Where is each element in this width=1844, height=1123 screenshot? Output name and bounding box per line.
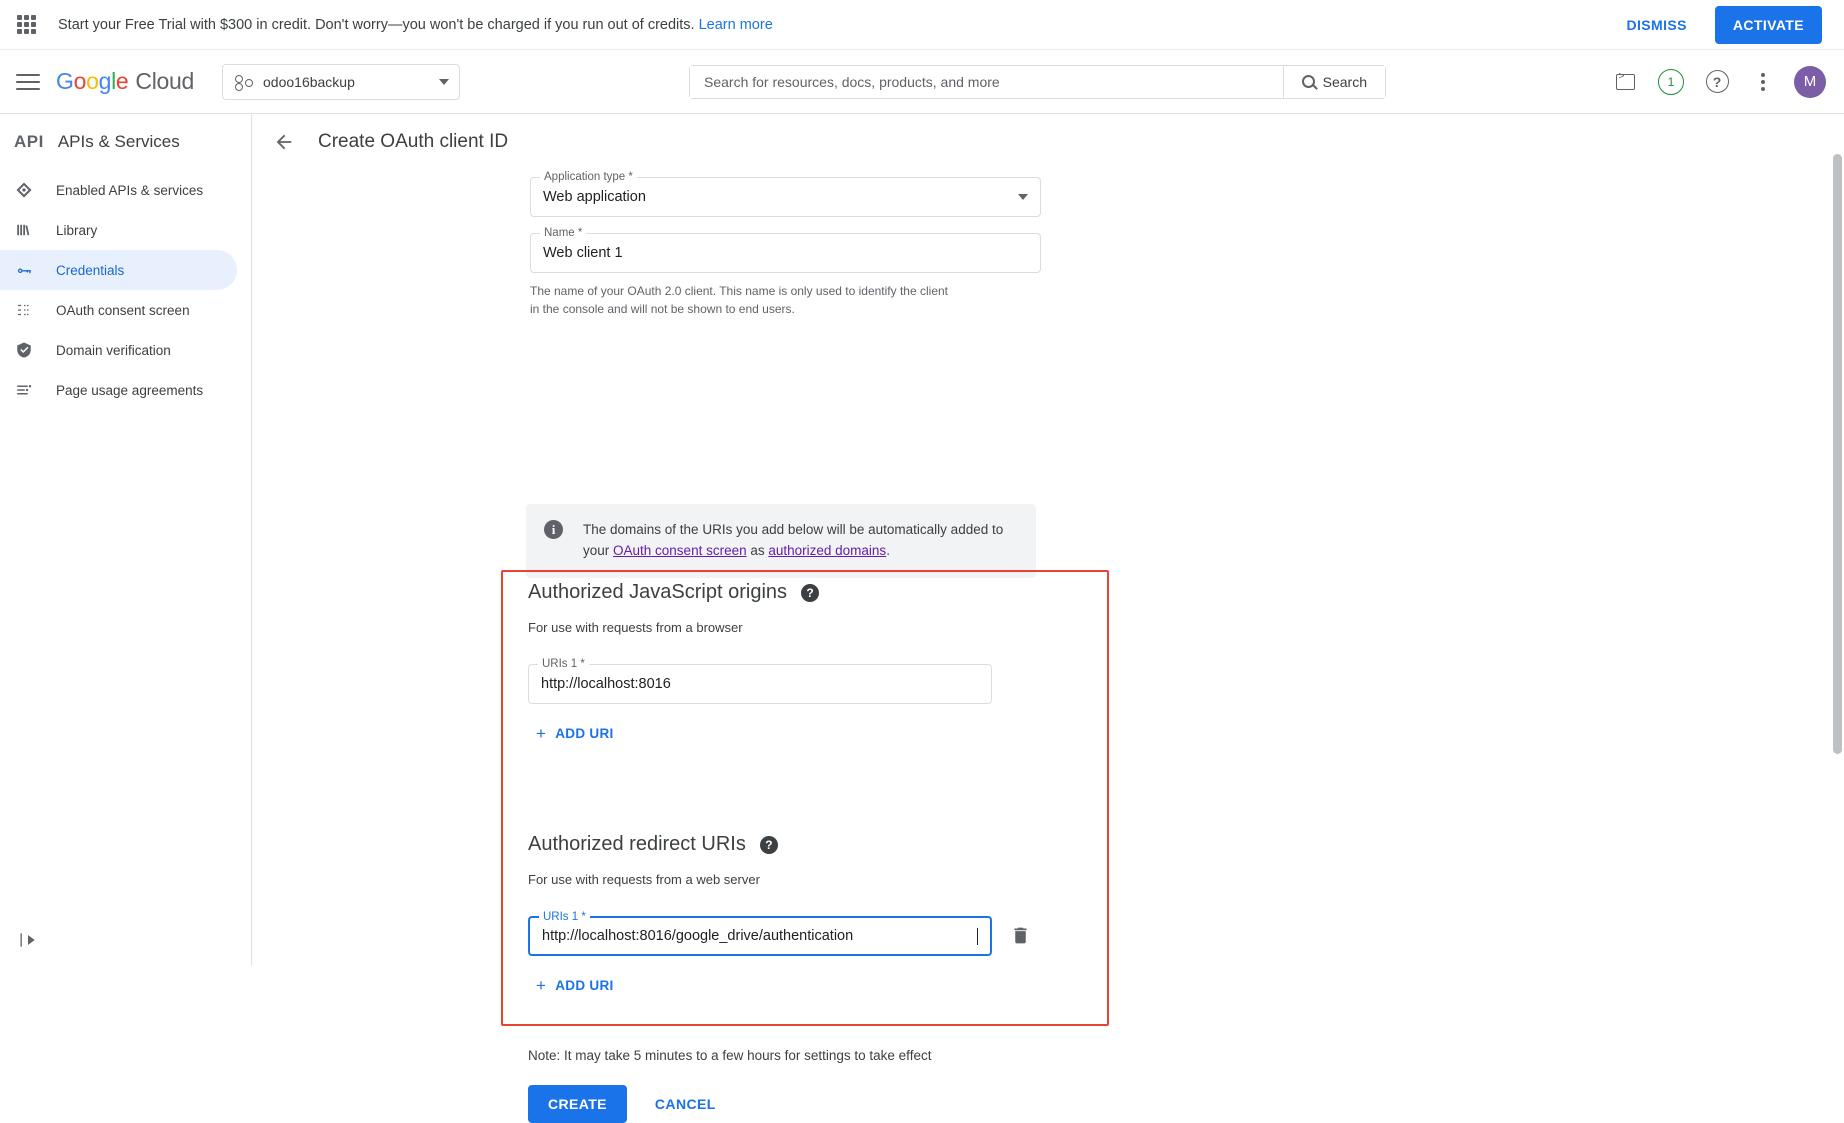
logo-letter-g2: g <box>98 68 112 94</box>
sidebar-item-oauth-consent-screen[interactable] <box>0 290 237 330</box>
sidebar-title: APIs & Services <box>57 132 180 151</box>
domains-info-box <box>526 504 1036 578</box>
info-text-before: The domains of the URIs you add below will be automatically added to your <box>583 522 1004 558</box>
sidebar-item-label: OAuth consent screen <box>56 302 190 318</box>
js-origins-add-uri-label: ADD URI <box>555 726 614 741</box>
trial-message-text: Start your Free Trial with $300 in credit. Don't worry—you won't be charged if you run out of credits. <box>58 16 695 33</box>
sidebar-item-label: Library <box>56 222 98 238</box>
plus-icon: + <box>536 976 547 995</box>
redirect-uris-add-uri-button[interactable] <box>526 968 624 1003</box>
js-origins-section-title <box>528 581 992 604</box>
create-button[interactable]: CREATE <box>528 1085 627 1123</box>
authorized-domains-link[interactable]: authorized domains <box>768 542 887 558</box>
redirect-uris-add-uri-label: ADD URI <box>555 978 614 993</box>
scrollbar-track[interactable] <box>1831 114 1844 966</box>
dismiss-button[interactable]: DISMISS <box>1613 8 1701 42</box>
agreements-icon <box>14 380 34 400</box>
help-icon: ? <box>1706 70 1729 93</box>
info-text-middle: as <box>746 542 769 558</box>
collapse-sidebar-icon[interactable] <box>14 926 42 954</box>
client-name-label: Name * <box>540 227 586 239</box>
application-type-value: Web application <box>543 189 646 205</box>
sidebar-item-page-usage-agreements[interactable] <box>0 370 237 410</box>
client-name-helper-text: The name of your OAuth 2.0 client. This name is only used to identify the client in the console and will not be shown to end users. <box>530 284 949 316</box>
search-bar[interactable] <box>689 65 1386 99</box>
redirect-uri-value: http://localhost:8016/google_drive/authentication <box>542 928 854 944</box>
notifications-button[interactable] <box>1652 63 1690 101</box>
sidebar-item-label: Page usage agreements <box>56 382 204 398</box>
logo-letter-e: e <box>115 68 129 94</box>
sidebar-item-enabled-apis[interactable] <box>0 170 237 210</box>
logo-letter-g: G <box>56 68 74 94</box>
js-origin-uri-value: http://localhost:8016 <box>541 676 671 692</box>
terminal-icon <box>1616 74 1635 90</box>
learn-more-link[interactable]: Learn more <box>698 16 773 33</box>
sidebar <box>0 114 252 966</box>
sidebar-item-label: Credentials <box>56 262 125 278</box>
sidebar-item-library[interactable] <box>0 210 237 250</box>
project-name: odoo16backup <box>263 73 355 90</box>
back-arrow-icon[interactable] <box>272 130 296 154</box>
more-options-button[interactable] <box>1744 63 1782 101</box>
scrollbar-thumb[interactable] <box>1833 154 1842 754</box>
library-icon <box>14 220 34 240</box>
cancel-button[interactable]: CANCEL <box>639 1085 732 1123</box>
sidebar-item-label: Enabled APIs & services <box>56 182 204 198</box>
settings-note: Note: It may take 5 minutes to a few hours for settings to take effect <box>528 1048 932 1063</box>
page-header <box>252 114 1844 170</box>
search-input[interactable] <box>690 66 1283 98</box>
info-text-after: . <box>886 542 890 558</box>
api-logo: API <box>14 132 44 151</box>
sidebar-item-domain-verification[interactable] <box>0 330 237 370</box>
google-cloud-logo[interactable] <box>56 68 194 95</box>
redirect-uris-section-title <box>528 833 1032 856</box>
project-picker[interactable] <box>222 64 460 100</box>
delete-uri-icon[interactable] <box>1010 925 1032 947</box>
activate-button[interactable]: ACTIVATE <box>1715 6 1822 44</box>
apps-grid-icon[interactable] <box>14 13 38 37</box>
info-icon: i <box>544 520 563 539</box>
plus-icon: + <box>536 724 547 743</box>
js-origins-title-text: Authorized JavaScript origins <box>528 581 788 603</box>
redirect-uri-label: URIs 1 * <box>539 911 590 923</box>
search-button[interactable] <box>1283 66 1385 98</box>
menu-icon[interactable] <box>14 68 42 96</box>
application-type-label: Application type * <box>540 171 637 183</box>
key-icon <box>14 260 34 280</box>
client-name-field[interactable] <box>530 227 1041 273</box>
project-icon <box>235 73 253 91</box>
application-type-select[interactable] <box>530 171 1041 217</box>
search-icon <box>1302 75 1315 88</box>
notification-count-badge: 1 <box>1658 69 1684 95</box>
free-trial-banner <box>0 0 1844 50</box>
main-content <box>252 114 1844 1112</box>
help-icon[interactable]: ? <box>801 584 819 602</box>
avatar[interactable]: M <box>1794 66 1826 98</box>
text-cursor <box>977 928 978 945</box>
cloud-shell-button[interactable] <box>1606 63 1644 101</box>
logo-letter-o1: o <box>73 68 87 94</box>
topbar-actions <box>1606 63 1826 101</box>
client-name-value: Web client 1 <box>543 245 623 261</box>
sidebar-item-label: Domain verification <box>56 342 171 358</box>
js-origins-add-uri-button[interactable] <box>526 716 624 751</box>
oauth-consent-screen-link[interactable]: OAuth consent screen <box>613 542 747 558</box>
redirect-uris-title-text: Authorized redirect URIs <box>528 833 746 855</box>
dashboard-icon <box>14 180 34 200</box>
top-navigation-bar <box>0 50 1844 114</box>
logo-word-cloud: Cloud <box>135 68 195 94</box>
redirect-uri-field[interactable] <box>528 911 992 956</box>
logo-letter-o2: o <box>86 68 99 94</box>
logo-letter-l: l <box>111 68 116 94</box>
redirect-uris-subtitle: For use with requests from a web server <box>528 872 760 887</box>
help-button[interactable] <box>1698 63 1736 101</box>
sidebar-item-credentials[interactable] <box>0 250 237 290</box>
verified-icon <box>14 340 34 360</box>
trial-message <box>58 17 1613 33</box>
js-origins-subtitle: For use with requests from a browser <box>528 620 743 635</box>
js-origin-uri-field[interactable] <box>528 658 992 704</box>
consent-icon <box>14 300 34 320</box>
js-origin-uri-label: URIs 1 * <box>538 658 589 670</box>
kebab-menu-icon <box>1761 73 1765 91</box>
domains-info-text <box>583 520 1018 562</box>
sidebar-header <box>0 114 251 170</box>
chevron-down-icon <box>1018 194 1028 200</box>
chevron-down-icon <box>439 79 449 85</box>
search-button-label: Search <box>1322 73 1367 90</box>
page-title: Create OAuth client ID <box>318 131 509 152</box>
page-body <box>0 114 1844 1112</box>
help-icon[interactable]: ? <box>760 836 778 854</box>
